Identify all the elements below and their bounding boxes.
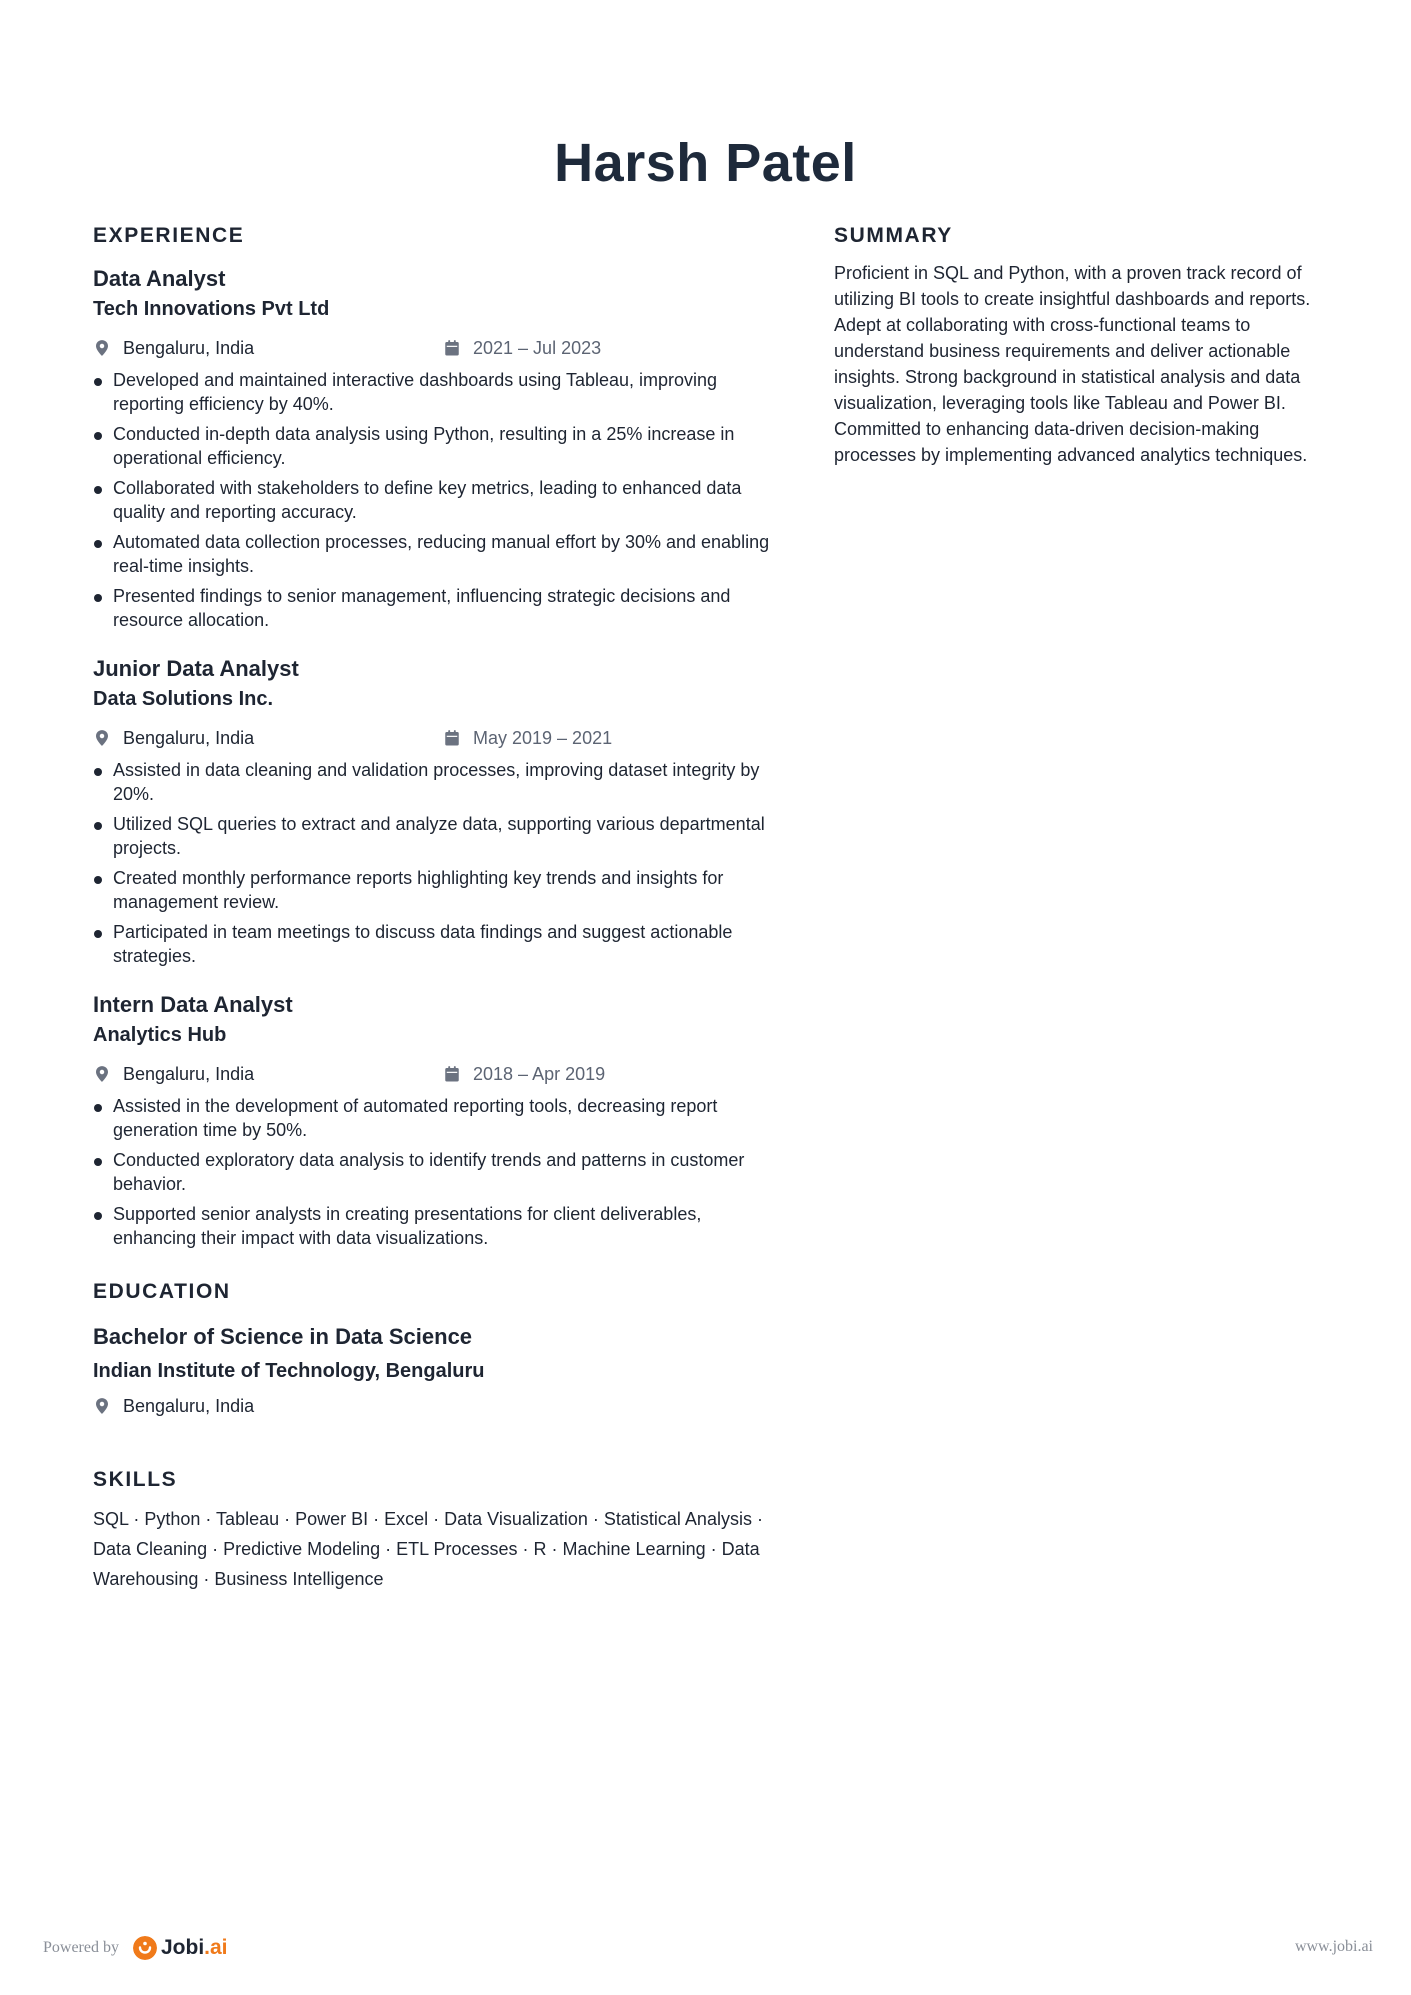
job-title: Intern Data Analyst xyxy=(93,992,293,1017)
bullet-item: Conducted in-depth data analysis using Python, resulting in a 25% increase in operational efficiency. xyxy=(93,422,773,470)
logo-accent-text: .ai xyxy=(204,1936,228,1959)
map-pin-icon xyxy=(93,1397,111,1415)
calendar-icon xyxy=(443,339,461,357)
company-name: Analytics Hub xyxy=(93,1024,227,1046)
location-text: Bengaluru, India xyxy=(123,337,255,358)
date-text: May 2019 – 2021 xyxy=(473,727,613,748)
degree-title: Bachelor of Science in Data Science xyxy=(93,1324,473,1349)
jobi-logo[interactable] xyxy=(133,1936,228,1960)
job-bullets xyxy=(93,1094,773,1250)
bullet-item: Automated data collection processes, reducing manual effort by 30% and enabling real-time insights. xyxy=(93,530,773,578)
bullet-item: Collaborated with stakeholders to define key metrics, leading to enhanced data quality and reporting accuracy. xyxy=(93,476,773,524)
bullet-item: Utilized SQL queries to extract and analyze data, supporting various departmental projects. xyxy=(93,812,773,860)
map-pin-icon xyxy=(93,339,111,357)
job-dates xyxy=(443,728,612,749)
job-dates xyxy=(443,1064,605,1085)
education-location xyxy=(93,1396,443,1417)
skills-heading: SKILLS xyxy=(93,1468,178,1491)
left-column xyxy=(93,222,773,1594)
summary-heading: SUMMARY xyxy=(834,224,953,247)
job-dates xyxy=(443,338,601,359)
company-name: Data Solutions Inc. xyxy=(93,688,274,710)
experience-item xyxy=(93,264,773,632)
skills-list: SQL · Python · Tableau · Power BI · Excel · Data Visualization · Statistical Analysis · Data Cleaning · Predictive Modeling · ETL Processes · R · Machine Learning · Data Warehousing · Business Intelligence xyxy=(93,1509,763,1589)
job-location xyxy=(93,1064,443,1085)
logo-main-text: Jobi xyxy=(160,1936,205,1959)
job-meta xyxy=(93,1060,773,1088)
job-title: Junior Data Analyst xyxy=(93,656,299,681)
date-text: 2021 – Jul 2023 xyxy=(473,337,602,358)
date-text: 2018 – Apr 2019 xyxy=(473,1063,606,1084)
school-name: Indian Institute of Technology, Bengaluru xyxy=(93,1360,485,1382)
calendar-icon xyxy=(443,729,461,747)
bullet-item: Created monthly performance reports highlighting key trends and insights for management review. xyxy=(93,866,773,914)
bullet-item: Assisted in data cleaning and validation processes, improving dataset integrity by 20%. xyxy=(93,758,773,806)
location-text: Bengaluru, India xyxy=(123,1063,255,1084)
map-pin-icon xyxy=(93,729,111,747)
right-column xyxy=(834,222,1324,468)
powered-by-footer xyxy=(43,1936,228,1960)
bullet-item: Supported senior analysts in creating presentations for client deliverables, enhancing their impact with data visualizations. xyxy=(93,1202,773,1250)
experience-item xyxy=(93,990,773,1250)
experience-heading: EXPERIENCE xyxy=(93,224,245,247)
job-bullets xyxy=(93,758,773,968)
job-title: Data Analyst xyxy=(93,266,226,291)
website-link[interactable]: www.jobi.ai xyxy=(1294,1938,1373,1955)
job-location xyxy=(93,728,443,749)
education-heading: EDUCATION xyxy=(93,1280,231,1303)
education-item xyxy=(93,1320,773,1420)
job-meta xyxy=(93,724,773,752)
bullet-item: Developed and maintained interactive dashboards using Tableau, improving reporting efficiency by 40%. xyxy=(93,368,773,416)
jobi-logo-icon xyxy=(133,1936,157,1960)
location-text: Bengaluru, India xyxy=(123,1395,255,1416)
bullet-item: Presented findings to senior management, influencing strategic decisions and resource allocation. xyxy=(93,584,773,632)
job-bullets xyxy=(93,368,773,632)
bullet-item: Assisted in the development of automated reporting tools, decreasing report generation time by 50%. xyxy=(93,1094,773,1142)
education-meta xyxy=(93,1392,773,1420)
logo-wordmark xyxy=(161,1936,228,1960)
candidate-name: Harsh Patel xyxy=(554,133,857,193)
company-name: Tech Innovations Pvt Ltd xyxy=(93,298,330,320)
powered-by-label: Powered by xyxy=(43,1939,119,1956)
calendar-icon xyxy=(443,1065,461,1083)
bullet-item: Conducted exploratory data analysis to identify trends and patterns in customer behavior. xyxy=(93,1148,773,1196)
job-location xyxy=(93,338,443,359)
summary-text: Proficient in SQL and Python, with a proven track record of utilizing BI tools to create insightful dashboards and reports. Adept at collaborating with cross-functional teams to understand business requirements and deliver actionable insights. Strong background in statistical analysis and data visualization, leveraging tools like Tableau and Power BI. Committed to enhancing data-driven decision-making processes by implementing advanced analytics techniques. xyxy=(834,263,1311,465)
bullet-item: Participated in team meetings to discuss data findings and suggest actionable strategies. xyxy=(93,920,773,968)
job-meta xyxy=(93,334,773,362)
map-pin-icon xyxy=(93,1065,111,1083)
experience-item xyxy=(93,654,773,968)
location-text: Bengaluru, India xyxy=(123,727,255,748)
